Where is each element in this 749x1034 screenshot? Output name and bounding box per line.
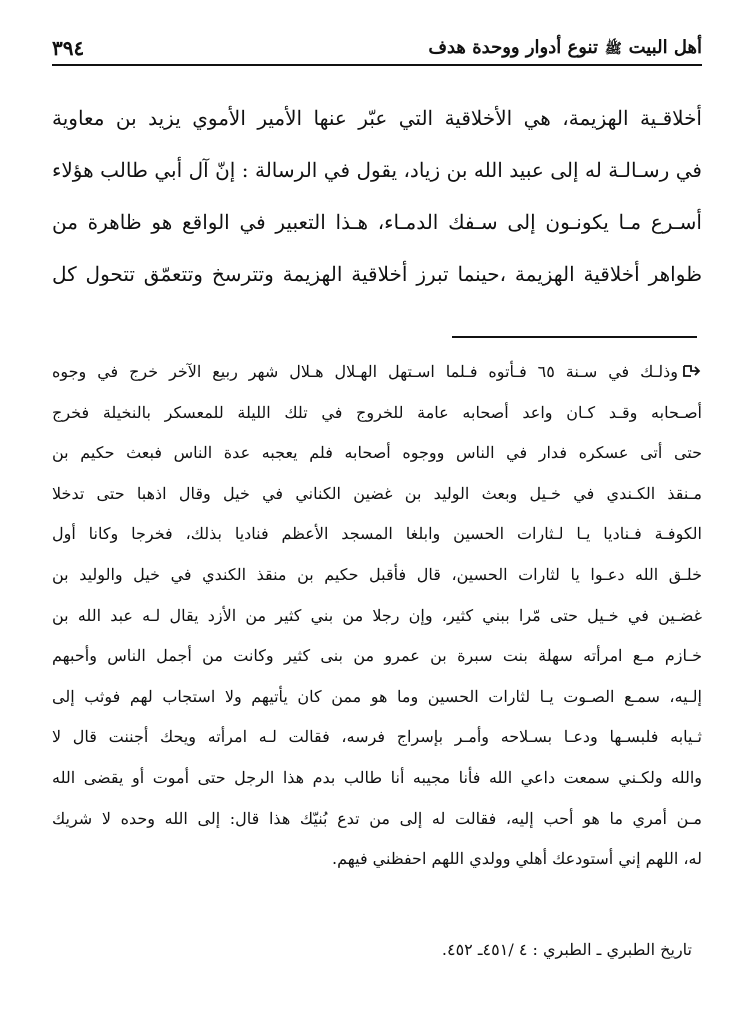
main-line: أخلاقـية الهزيمة، هي الأخلاقية التي عبّر عنها الأمير الأموي يزيد بن معاوية	[52, 106, 702, 130]
footnote-line: أصـحابه وقـد كـان واعد أصحابه عامة للخروج في تلك الليلة للمعسكر بالنخيلة فخرج	[52, 402, 702, 422]
footnote-separator	[452, 336, 697, 338]
footnote-line: والله ولكـني سمعت داعي الله فأنا مجيبه أنا طالب بدم هذا الرجل حتى أموت أو يقضى الله	[52, 767, 702, 787]
main-line: أسـرع مـا يكونـون إلى سـفك الدمـاء، هـذا التعبير في الواقع هو ظاهرة من	[52, 210, 702, 234]
main-text	[52, 92, 702, 300]
footnote-line: خلـق الله دعـوا يا لثارات الحسين، قال فأقبل حكيم بن منقذ الكندي في خيل والوليد بن	[52, 564, 702, 584]
footnote-line: له، اللهم إني أستودعك أهلي وولدي اللهم احفظني فيهم.	[332, 849, 702, 869]
footnote	[52, 352, 702, 880]
footnote-line-text: وذلـك في سـنة ٦٥ فـأتوه فـلما اسـتهل الهـلال هـلال شهر ربيع الآخر خرج في وجوه	[52, 362, 678, 381]
honorific-symbol: ﷺ	[604, 41, 622, 57]
header-rule	[52, 64, 702, 66]
footnote-line: غضـين في خـيل حتى مّرا ببني كثير، وإن رجلا من بني كثير من الأزد يقال لـه عبد الله بن	[52, 605, 702, 625]
footnote-line: ثـيابه فلبسـها ودعـا بسـلاحه وأمـر بإسراج فرسه، فقالت لـه امرأته ويحك أجننت قال لا	[52, 727, 703, 747]
footnote-line: إلـيه، سمـع الصـوت يـا لثارات الحسين وما هو ممن كان يأتيهم ولا استجاب لهم فوثب إلى	[52, 686, 702, 706]
header-title-group	[428, 37, 702, 60]
page-number: ٣٩٤	[52, 36, 85, 60]
footnote-line: حتى أتى عسكره فدار في الناس ووجوه أصحابه فلم يعجبه عدة الناس فبعث حكيم بن	[52, 443, 702, 463]
footnote-line	[52, 352, 702, 393]
footnote-line: مـن أمري ما هو أحب إليه، فقالت له إلى من تدع بُنيّك هذا قال: إلى الله وحده لا شريك	[52, 808, 702, 828]
footnote-line: مـنقذ الكـندي في خـيل وبعث الوليد بن غضين الكناني في خيل وقال اذهبا حتى تدخلا	[52, 483, 702, 503]
footnote-marker-icon	[682, 363, 702, 379]
main-line: في رسـالـة له إلى عبيد الله بن زياد، يقول في الرسالة : إنّ آل أبي طالب هؤلاء	[52, 158, 702, 182]
header-title: أهل البيت	[628, 37, 702, 58]
source-citation: تاريخ الطبري ـ الطبري : ٤ /٤٥١ـ ٤٥٢.	[441, 940, 692, 959]
running-header	[52, 30, 702, 60]
main-line: ظواهر أخلاقية الهزيمة ،حينما تبرز أخلاقية الهزيمة وتترسخ وتتعمّق تتحول كل	[52, 262, 702, 286]
header-subtitle: تنوع أدوار ووحدة هدف	[428, 37, 599, 58]
footnote-line: الكوفـة فـناديا يـا لـثارات الحسين وابلغا المسجد الأعظم فناديا بذلك، فخرجا وكانا أول	[52, 524, 702, 544]
footnote-line: خـازم مـع امرأته سهلة بنت سبرة بن عمرو من بنى كثير وكانت من أجمل الناس وأحبهم	[52, 646, 702, 666]
